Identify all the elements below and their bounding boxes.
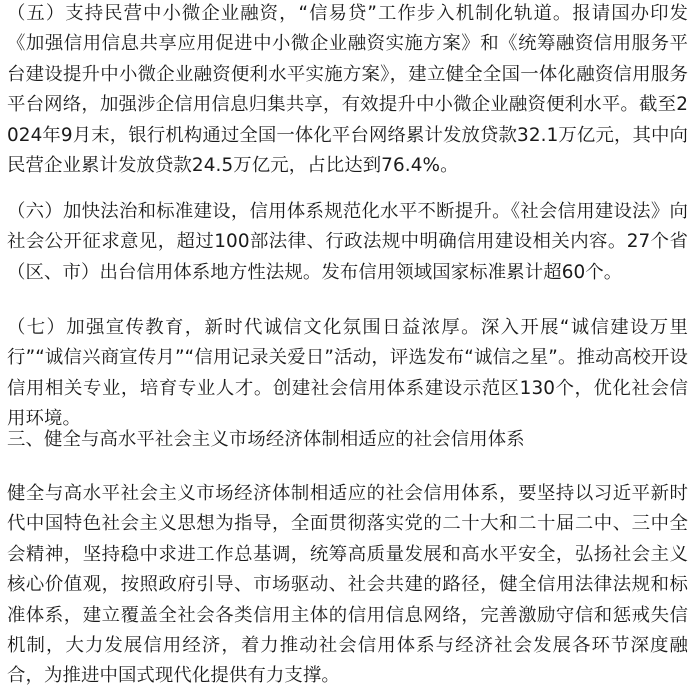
paragraph-section-6: （六）加快法治和标准建设，信用体系规范化水平不断提升。《社会信用建设法》向社会公开征求意见，超过100部法律、行政法规中明确信用建设相关内容。27个省（区、市）出台信用体系地方性法规。发布信用领域国家标准累计超60个。 <box>7 201 688 283</box>
paragraph-section-3-body: 健全与高水平社会主义市场经济体制相适应的社会信用体系，要坚持以习近平新时代中国特色社会主义思想为指导，全面贯彻落实党的二十大和二十届二中、三中全会精神，坚持稳中求进工作总基调，统筹高质量发展和高水平安全，弘扬社会主义核心价值观，按照政府引导、市场驱动、社会共建的路径，健全信用法律法规和标准体系，建立覆盖全社会各类信用主体的信用信息网络，完善激励守信和惩戒失信机制，大力发展信用经济，着力推动社会信用体系与经济社会发展各环节深度融合，为推进中国式现代化提供有力支撑。 <box>7 483 688 687</box>
paragraph-section-7: （七）加强宣传教育，新时代诚信文化氛围日益浓厚。深入开展“诚信建设万里行”“诚信兴商宣传月”“信用记录关爱日”活动，评选发布“诚信之星”。推动高校开设信用相关专业，培育专业人才。创建社会信用体系建设示范区130个，优化社会信用环境。 <box>7 317 688 430</box>
section-heading: 三、健全与高水平社会主义市场经济体制相适应的社会信用体系 <box>7 429 525 450</box>
paragraph-section-5: （五）支持民营中小微企业融资，“信易贷”工作步入机制化轨道。报请国办印发《加强信用信息共享应用促进中小微企业融资实施方案》和《统筹融资信用服务平台建设提升中小微企业融资便利水平实施方案》，建立健全全国一体化融资信用服务平台网络，加强涉企信用信息归集共享，有效提升中小微企业融资便利水平。截至2024年9月末，银行机构通过全国一体化平台网络累计发放贷款32.1万亿元，其中向民营企业累计发放贷款24.5万亿元，占比达到76.4%。 <box>7 3 688 177</box>
